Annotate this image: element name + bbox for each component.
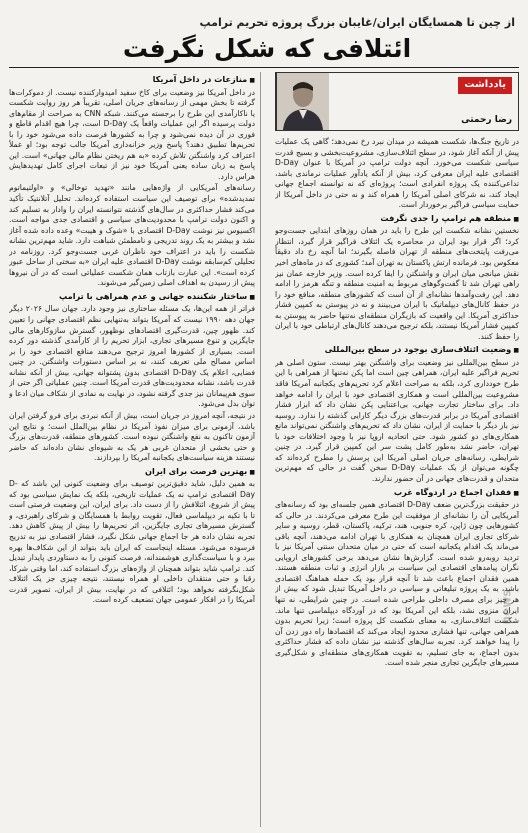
paragraph: در سطح بین‌المللی نیز وضعیت برای واشنگتن بهتر نیست. ستون اصلی هر تحریم فراگیر علیه ایران، همراهی چین است اما پکن نه‌تنها از همراهی با این طرح خودداری کرد، بلکه به صراحت اعلام کرد تحریم‌های یکجانبه آمریکا فاقد مشروعیت بین‌المللی است و همکاری اقتصادی خود با ایران را ادامه خواهد داد. برای ساختار تجارت جهانی، بی‌اعتنایی پکن نشان داد که ابزار فشار اقتصادی آمریکا در برابر قدرت‌های بزرگ دیگر کارایی گذشته را ندارد. روسیه نیز بار دیگر با حمایت از ایران، نشان داد که تحریم‌های واشنگتن نمی‌تواند مانع همکاری‌های دو کشور شود. حتی اتحادیه اروپا نیز با وجود اختلافات خود با تهران، حاضر نشد به‌طور کامل پشت سر این کمپین قرار گیرد. در چنین شرایطی، رسانه‌های جریان اصلی آمریکا این پرسش را مطرح کرده‌اند که چگونه می‌توان از یک عملیات D-Day سخن گفت در حالی که مهم‌ترین متحدان و قدرت‌های جهانی در آن حضور ندارند. — [276, 357, 520, 483]
paragraph: نخستین نشانه شکست این طرح را باید در همان روزهای ابتدایی جست‌وجو کرد؛ اگر قرار بود ایران در محاصره یک ائتلاف فراگیر قرار گیرد، انتظار می‌رفت پایتخت‌های منطقه از تهران فاصله بگیرند؛ اما آنچه رخ داد دقیقاً معکوس بود. فرمانده ارتش پاکستان به تهران آمد؛ کشوری که در ماه‌های اخیر نقش میانجی میان ایران و واشنگتن را ایفا کرده است. وزیر خارجه عمان نیز راهی تهران شد تا گفت‌وگوهای مربوط به امنیت منطقه و تنگه هرمز را ادامه دهد. این رفت‌وآمدها نشانه‌ای از آن است که کشورهای منطقه، منافع خود را در حفظ کانال‌های دیپلماتیک با ایران می‌بینند و نه در پیوستن به کمپین فشار حداکثری آمریکا. این واقعیت که بازیگران منطقه‌ای نه‌تنها حاضر به پیوستن به کمپین فشار آمریکا نیستند، بلکه ترجیح می‌دهند کانال‌های ارتباطی خود با ایران را حفظ کنند. — [276, 226, 520, 341]
author-info — [330, 73, 519, 130]
kicker: از چین تا همسایگان ایران/غایبان بزرگ پروژه تحریم ترامپ — [200, 16, 516, 29]
left-column — [10, 72, 256, 827]
paragraph: در نتیجه، آنچه امروز در جریان است، بیش از آنکه نبردی برای فرو گرفتن ایران باشد، آزمونی برای میزان نفوذ آمریکا در نظام بین‌الملل است؛ و نتایج این آزمون تاکنون به نفع واشنگتن نبوده است. کشورهای منطقه، قدرت‌های بزرگ و حتی بخشی از متحدان غربی هر یک به شیوه‌ای نشان داده‌اند که حاضر نیستند هزینه سیاست‌های یکجانبه آمریکا را بپردازند. — [10, 410, 256, 463]
column-separator — [261, 72, 262, 827]
subheading: ■ ساختار شکننده جهانی و عدم همراهی با ترامپ — [10, 291, 256, 304]
author-box — [276, 72, 520, 131]
header-rule — [10, 67, 520, 68]
paragraph: به همین دلیل، شاید دقیق‌ترین توصیف برای وضعیت کنونی این باشد که D-Day اقتصادی ترامپ نه یک عملیات تاریخی، بلکه یک نمایش سیاسی بود که پیش از شروع، ائتلافش را از دست داد. برای ایران، این وضعیت فرصتی است تا با تکیه بر دیپلماسی فعال، تقویت روابط با همسایگان و شرکای راهبردی، و گسترش مسیرهای تجاری جایگزین، اثر تحریم‌ها را بیش از پیش کاهش دهد. تجربه نشان داده هر جا اجماع جهانی شکل نگیرد، فشار اقتصادی نیز به تدریج فرسوده می‌شود. مسئله اینجاست که ایران باید بتواند از این شکاف‌ها بهره ببرد و با سیاست‌گذاری هوشمندانه، فرصت کنونی را به دستاوردی پایدار تبدیل کند. ترامپ شاید بتواند همچنان از واژه‌های بزرگ استفاده کند، اما وقتی شرکا، رقبا و حتی منتقدان داخلی او همراه نیستند، نتیجه چیزی جز یک ائتلاف شکل‌نگرفته نخواهد بود؛ ائتلافی که در نهایت، بیش از ایران، تصویر قدرت آمریکا را در افکار عمومی جهان تضعیف کرده است. — [10, 479, 256, 605]
paragraph: فراتر از همه این‌ها، یک مسئله ساختاری نیز وجود دارد. جهان سال ۲۰۲۶ دیگر جهان دهه ۱۹۹۰ نیست که آمریکا بتواند به‌تنهایی نظم اقتصادی جهانی را تعیین کند. ظهور چین، قدرت‌گیری اقتصادهای نوظهور، گسترش سازوکارهای مالی جایگزین و تنوع مسیرهای تجاری، ابزار تحریم را از کارآمدی گذشته دور کرده است. بسیاری از کشورها امروز ترجیح می‌دهند منافع اقتصادی خود را بر اساس مصالح ملی تعریف کنند، نه بر اساس دستورات واشنگتن. در چنین فضایی، اعلام یک D-Day اقتصادی بدون پشتوانه جهانی، بیش از آنکه نشانه قدرت باشد، نشانه محدودیت‌های قدرت آمریکا است. چنین عملیاتی اگر حتی از سوی هم‌پیمانان نیز جدی گرفته نشود، در نهایت به نمادی از شکاف میان ادعا و توان بدل می‌شود. — [10, 304, 256, 409]
paragraph: در تاریخ جنگ‌ها، شکست همیشه در میدان نبرد رخ نمی‌دهد؛ گاهی یک عملیات پیش از آنکه آغاز شود، در سطح ائتلاف‌سازی، مشروعیت‌بخشی و بسیج قدرت سیاسی شکست می‌خورد. آنچه دولت ترامپ در آمریکا با عنوان D-Day اقتصادی علیه ایران معرفی کرد، بیش از آنکه یادآور عملیات نرماندی باشد، تداعی‌کننده یک پروژه انفرادی است؛ پروژه‌ای که نه توانسته اجماع جهانی ایجاد کند، نه شرکای اصلی آمریکا را همراه کند و نه حتی در داخل آمریکا از حمایت سیاسی فراگیر برخوردار است. — [276, 137, 520, 210]
author-portrait-icon — [278, 73, 330, 130]
author-tag: یادداشت — [459, 77, 513, 94]
author-photo — [277, 73, 330, 130]
subheading: ■ فقدان اجماع در اردوگاه غرب — [276, 487, 520, 500]
left-article-text — [10, 74, 256, 606]
subheading: ■ منطقه هم ترامپ را جدی نگرفت — [276, 213, 520, 226]
author-name: رضا رحمتی — [462, 115, 513, 126]
right-column — [276, 72, 520, 827]
paragraph: رسانه‌های آمریکایی از واژه‌هایی مانند «تهدید توخالی» و «اولتیماتوم تمدیدشده» برای توصیف این سیاست استفاده کرده‌اند. تحلیل آتلانتیک تأکید می‌کند فشار حداکثری در سال‌های گذشته نتوانسته ایران را وادار به تسلیم کند و اکنون دولت ترامپ با محدودیت‌های سیاسی و اقتصادی جدی مواجه است. اکسیوس نیز نوشت D-Day اقتصادی با «شوک و هیبت» وعده داده شده آغاز نشد و بیشتر به یک روند تدریجی و نامطمئن شباهت دارد. شاید مهم‌ترین نشانه شکست را باید در اعتراف خود ناظران غربی جست‌وجو کرد. روزنامه در تحلیلی کم‌سابقه نوشت D-Day اقتصادی علیه ایران «به سختی از ساحل عبور کرده است». این عبارت بازتاب همان شکست عملیاتی است که در آن نیروها پیش از رسیدن به اهداف اصلی زمین‌گیر می‌شوند. — [10, 183, 256, 288]
watermark-right: news — [500, 589, 515, 625]
subheading: ■ منازعات در داخل آمریکا — [10, 74, 256, 87]
subheading: ■ بهترین فرصت برای ایران — [10, 466, 256, 479]
headline: ائتلافی که شکل نگرفت — [123, 34, 413, 63]
right-article-text — [276, 137, 520, 669]
paragraph: در حقیقت بزرگ‌ترین ضعف D-Day اقتصادی همین جلسه‌ای بود که رسانه‌های آمریکایی آن را نشانه‌ای از موفقیت این طرح معرفی می‌کردند. در حالی که کشورهایی چون ژاپن، کره جنوبی، هند، ترکیه، پاکستان، قطر، روسیه و سایر شرکای تجاری ایران همچنان به همکاری با تهران ادامه می‌دهند، آنچه باقی می‌ماند یک اقدام یکجانبه است که حتی در میان متحدان سنتی آمریکا نیز با تردید روبه‌رو شده است. گزارش‌ها نشان می‌دهد برخی کشورهای اروپایی نگران پیامدهای اقتصادی این سیاست بر بازار انرژی و ثبات منطقه هستند. همین فقدان اجماع باعث شد تا آنچه قرار بود یک حمله هماهنگ اقتصادی باشد، به یک پروژه تبلیغاتی و سیاسی در داخل آمریکا تبدیل شود که بیش از هر چیز برای مصرف داخلی طراحی شده است. در چنین شرایطی، نه تنها ایران منزوی نشد، بلکه این آمریکا بود که در آوردگاه دیپلماسی تنها ماند. شکست ائتلاف‌سازی، به معنای شکست کل پروژه است؛ زیرا تحریم بدون همراهی جهانی، تنها فشاری محدود ایجاد می‌کند که اقتصادها راه دور زدن آن را پیدا خواهند کرد. تجربه سال‌های گذشته نیز نشان داده که فشار حداکثری بدون اجماع، به جای تسلیم، به تقویت همکاری‌های منطقه‌ای و شکل‌گیری مسیرهای جایگزین تجاری منجر شده است. — [276, 500, 520, 668]
paragraph: در داخل آمریکا نیز وضعیت برای کاخ سفید امیدوارکننده نیست. از دموکرات‌ها گرفته تا بخش مهمی از رسانه‌های جریان اصلی، تقریباً هر روز روایت شکست یا ناکارآمدی این طرح را برجسته می‌کنند. شبکه CNN به صراحت از مقام‌های دولت پرسیده اگر این عملیات واقعاً یک D-Day است، چرا هیچ اقدام قاطع و فوری در آن دیده نمی‌شود و چرا به کشورها فرصت داده می‌شود خود را با تحریم‌ها تطبیق دهند؟ پاسخ وزیر خزانه‌داری آمریکا جالب توجه بود؛ او عملاً اعتراف کرد واشنگتن تلاش کرده «به هم ریختن نظام مالی جهانی» است. این پاسخ به زبان ساده یعنی آمریکا خود نیز از تبعات اجرای کامل تهدیدهایش هراس دارد. — [10, 87, 256, 181]
subheading: ■ وضعیت ائتلاف‌سازی بوجود در سطح بین‌المللی — [276, 344, 520, 357]
